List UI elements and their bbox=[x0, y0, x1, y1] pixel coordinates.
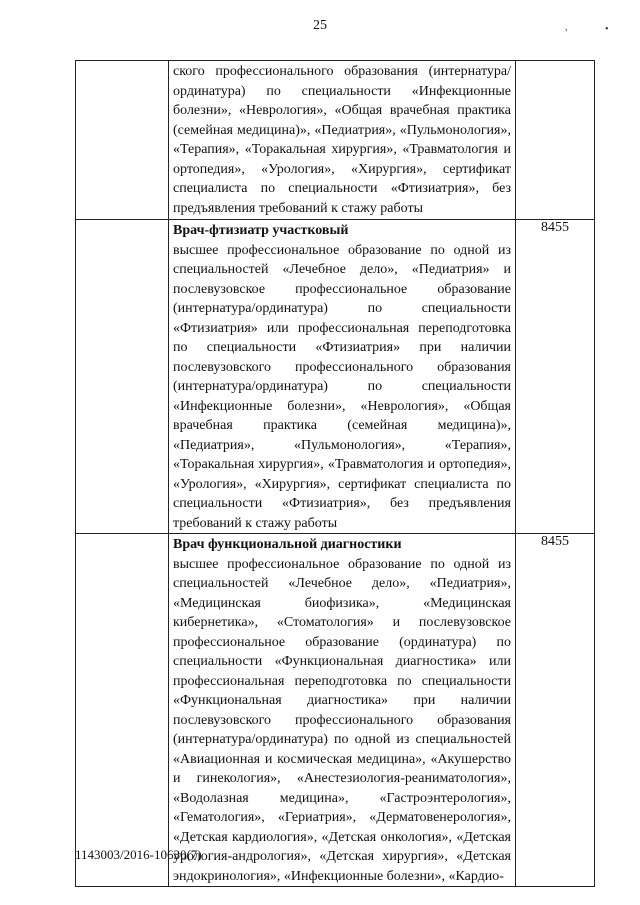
table-row bbox=[76, 61, 595, 220]
requirements-text: высшее профессиональное образование по одной из специальностей «Лечебное дело», «Педиатрия», «Медицинская биофизика», «Медицинская кибернетика», «Стоматология» и послевузовское профессиональное образование (ординатура) по специальности «Функциональная диагностика» или профессиональная переподготовка по специальности «Функциональная диагностика» при наличии послевузовского профессионального образования (интернатура/ординатура) по одной из специальностей «Авиационная и космическая медицина», «Акушерство и гинекология», «Анестезиология-реаниматология», «Водолазная медицина», «Гастроэнтерология», «Гематология», «Гериатрия», «Дерматовенерология», «Детская кардиология», «Детская онкология», «Детская урология-андрология», «Детская хирургия», «Детская эндокринология», «Инфекционные болезни», «Кардио- bbox=[173, 556, 511, 884]
scan-mark: • bbox=[605, 24, 609, 35]
document-id: 1143003/2016-10630(7) bbox=[75, 847, 202, 862]
requirements-text: ского профессионального образования (интернатура/ординатура) по специальности «Инфекционные болезни», «Неврология», «Общая врачебная практика (семейная медицина)», «Педиатрия», «Пульмонология», «Терапия», «Торакальная хирургия», «Травматология и ортопедия», «Урология», «Хирургия», сертификат специалиста по специальности «Фтизиатрия», без предъявления требований к стажу работы bbox=[173, 64, 511, 216]
table-row bbox=[76, 220, 595, 534]
position-title: Врач функциональной диагностики bbox=[173, 537, 402, 552]
scan-mark: , bbox=[565, 22, 568, 33]
requirements-cell bbox=[169, 534, 516, 887]
position-title: Врач-фтизиатр участковый bbox=[173, 223, 349, 238]
salary-cell bbox=[516, 61, 595, 220]
empty-cell bbox=[76, 534, 169, 887]
salary-cell: 8455 bbox=[516, 534, 595, 887]
qualification-table bbox=[75, 60, 595, 887]
requirements-text: высшее профессиональное образование по одной из специальностей «Лечебное дело», «Педиатрия» и послевузовское профессиональное образование (интернатура/ординатура) по специальности «Фтизиатрия» или профессиональная переподготовка по специальности «Фтизиатрия» при наличии послевузовского профессионального образования (интернатура/ординатура) по специальности «Инфекционные болезни», «Неврология», «Общая врачебная практика (семейная медицина)», «Педиатрия», «Пульмонология», «Терапия», «Торакальная хирургия», «Травматология и ортопедия», «Урология», «Хирургия», сертификат специалиста по специальности «Фтизиатрия», без предъявления требований к стажу работы bbox=[173, 242, 511, 531]
salary-cell: 8455 bbox=[516, 220, 595, 534]
requirements-cell bbox=[169, 61, 516, 220]
page-number: 25 bbox=[313, 18, 327, 33]
empty-cell bbox=[76, 220, 169, 534]
requirements-cell bbox=[169, 220, 516, 534]
table-row bbox=[76, 534, 595, 887]
empty-cell bbox=[76, 61, 169, 220]
